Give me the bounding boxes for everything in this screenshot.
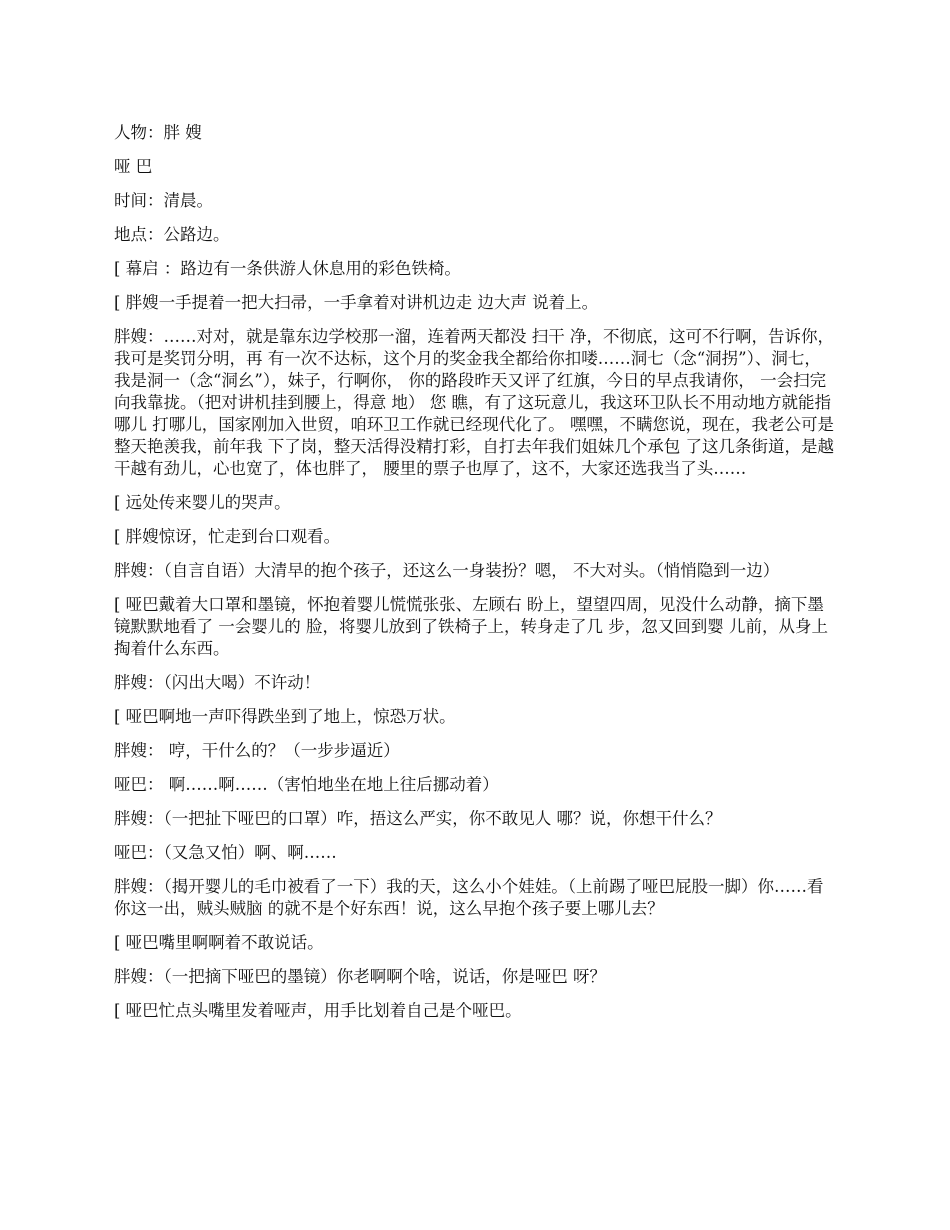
cast-line-mute: 哑 巴 — [114, 157, 153, 176]
stage-direction: [ 哑巴啊地一声吓得跌坐到了地上，惊恐万状。 — [114, 707, 456, 726]
dialogue-paragraph: 哑巴： 啊……啊……（害怕地坐在地上往后挪动着） — [114, 775, 499, 794]
dialogue-paragraph: 胖嫂：（一把扯下哑巴的口罩）咋，捂这么严实，你不敢见人 哪？说，你想干什么？ — [114, 809, 722, 828]
stage-direction: [ 哑巴戴着大口罩和墨镜，怀抱着婴儿慌慌张张、左顾右 盼上，望望四周，见没什么动静，摘下墨镜默默地看了 一会婴儿的 脸，将婴儿放到了铁椅子上，转身走了几 步，忽又回到婴 儿前，从身上掏着什么东西。 — [114, 595, 828, 658]
stage-direction: [ 哑巴忙点头嘴里发着哑声，用手比划着自己是个哑巴。 — [114, 1001, 522, 1020]
cast-line-fat-sister: 人物：胖 嫂 — [114, 123, 202, 142]
time-line: 时间：清晨。 — [114, 191, 213, 210]
dialogue-paragraph: 胖嫂：（揭开婴儿的毛巾被看了一下）我的天，这么小个娃娃。（上前踢了哑巴屁股一脚）你……看你这一出，贼头贼脑 的就不是个好东西！说，这么早抱个孩子要上哪儿去？ — [114, 877, 824, 918]
dialogue-paragraph: 胖嫂：（一把摘下哑巴的墨镜）你老啊啊个啥，说话，你是哑巴 呀？ — [114, 967, 606, 986]
place-line: 地点：公路边。 — [114, 225, 230, 244]
dialogue-paragraph: 胖嫂：……对对，就是靠东边学校那一溜，连着两天都没 扫干 净，不彻底，这可不行啊，告诉你，我可是奖罚分明，再 有一次不达标，这个月的奖金我全都给你扣喽……洞七（念“洞拐”）、洞七，我是洞一（念“洞幺”），妹子，行啊你， 你的路段昨天又评了红旗，今日的早点我请你， 一会扫完向我靠拢。（把对讲机挂到腰上，得意 地） 您 瞧，有了这玩意儿，我这环卫队长不用动地方就能指哪儿 打哪儿，国家刚加入世贸，咱环卫工作就已经现代化了。 嘿嘿，不瞒您说，现在，我老公可是整天艳羡我，前年我 下了岗，整天活得没精打彩，自打去年我们姐妹几个承包 了这几条街道，是越干越有劲儿，心也宽了，体也胖了， 腰里的票子也厚了，这不，大家还选我当了头…… — [114, 327, 834, 478]
stage-direction: [ 胖嫂惊讶，忙走到台口观看。 — [114, 527, 341, 546]
dialogue-paragraph: 胖嫂：（自言自语）大清早的抱个孩子，还这么一身装扮？嗯， 不大对头。（悄悄隐到一边） — [114, 561, 780, 580]
stage-direction: [ 远处传来婴儿的哭声。 — [114, 493, 291, 512]
dialogue-paragraph: 胖嫂：（闪出大喝）不许动！ — [114, 673, 321, 692]
stage-direction: [ 胖嫂一手提着一把大扫帚，一手拿着对讲机边走 边大声 说着上。 — [114, 293, 599, 312]
dialogue-paragraph: 胖嫂： 哼，干什么的？（一步步逼近） — [114, 741, 400, 760]
stage-direction: [ 幕启 ：路边有一条供游人休息用的彩色铁椅。 — [114, 259, 461, 278]
dialogue-paragraph: 哑巴：（又急又怕）啊、啊…… — [114, 843, 337, 862]
script-page — [114, 122, 836, 1034]
stage-direction: [ 哑巴嘴里啊啊着不敢说话。 — [114, 933, 324, 952]
